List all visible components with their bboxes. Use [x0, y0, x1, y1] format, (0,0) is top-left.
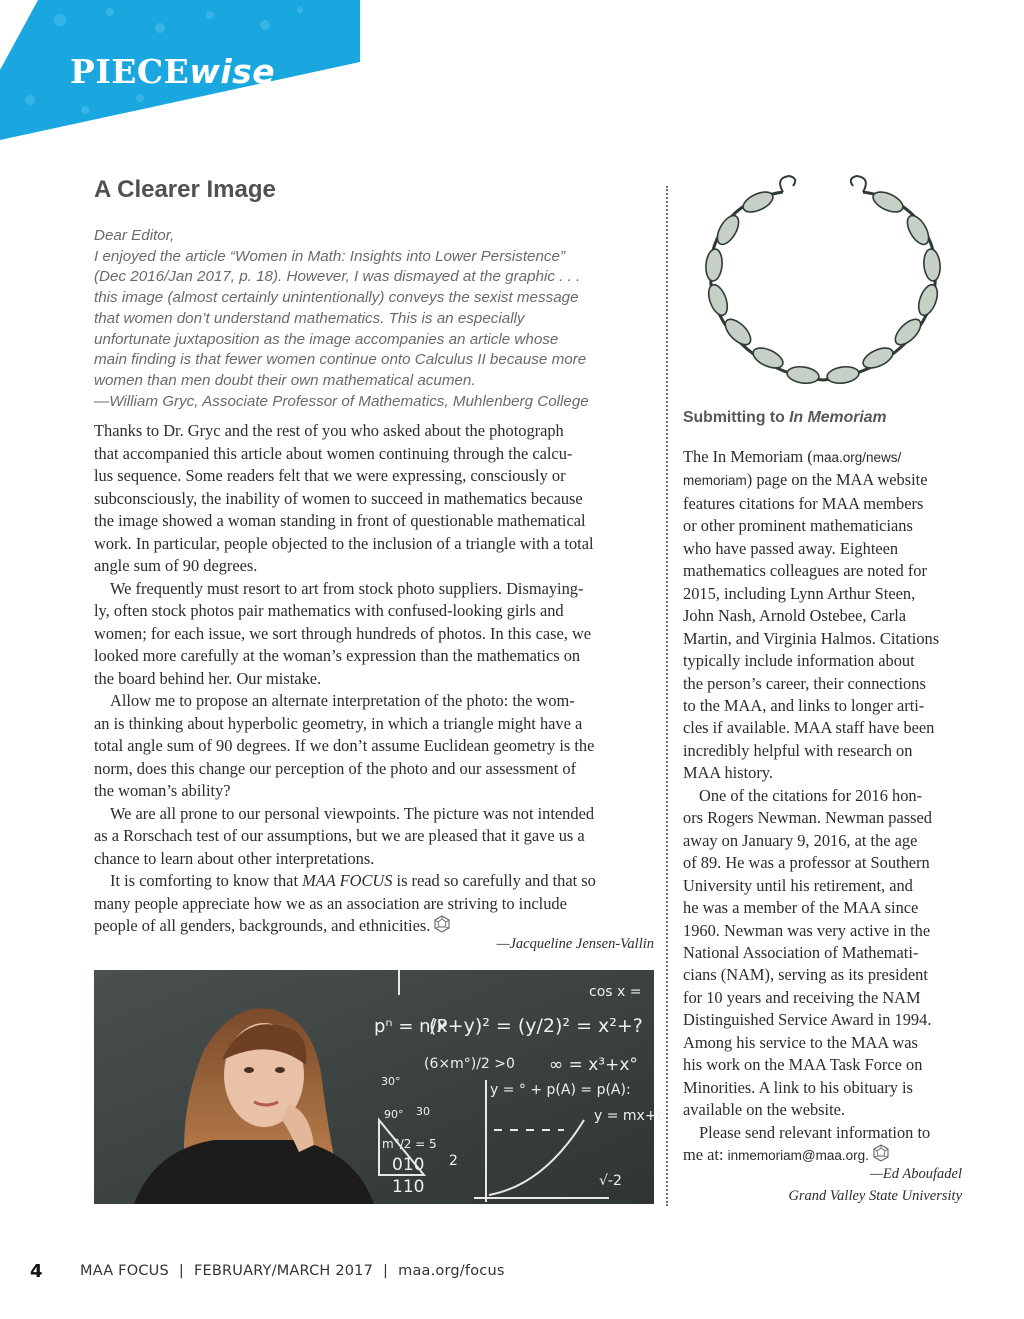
- chalk-ymxb: y = mx+b: [594, 1108, 666, 1124]
- chalk-deg30: 30°: [381, 1075, 401, 1088]
- reply-line: [94, 915, 660, 938]
- reply-line: We frequently must resort to art from stock photo suppliers. Dismaying-: [110, 578, 584, 598]
- memoriam-line: the person’s career, their connections: [683, 673, 926, 693]
- text-run: is read so carefully and that so: [392, 871, 596, 890]
- reply-line: subconsciously, the inability of women to succeed in mathematics because: [94, 488, 583, 508]
- reply-line: norm, does this change our perception of the photo and our assessment of: [94, 758, 577, 778]
- wreath-outline: [711, 192, 936, 380]
- email-link[interactable]: inmemoriam@maa.org.: [727, 1148, 869, 1164]
- reply-line: the image showed a woman standing in front of questionable mathematical: [94, 511, 586, 530]
- reply-line: women; for each issue, we sort through hundreds of photos. In this case, we: [94, 623, 592, 643]
- chalk-sqrt: √-2: [599, 1173, 622, 1189]
- memoriam-line: he was a member of the MAA since: [683, 898, 919, 918]
- memoriam-link[interactable]: maa.org/news/: [812, 450, 902, 465]
- memoriam-line: Minorities. A link to his obituary is: [683, 1077, 913, 1097]
- reply-line: many people appreciate how we as an association are striving to include: [94, 893, 567, 913]
- chalk-p: pⁿ = n/P: [374, 1016, 448, 1037]
- chalk-bin1: 010: [392, 1155, 425, 1175]
- running-footer: [80, 1263, 505, 1279]
- text-run: It is comforting to know that: [110, 871, 303, 890]
- sidebar-title: [683, 409, 887, 427]
- reply-line: Thanks to Dr. Gryc and the rest of you who asked about the photograph: [94, 421, 564, 440]
- letter-line: unfortunate juxtaposition as the image accompanies an article whose: [94, 330, 559, 348]
- chalk-eq1: (x+y)² = (y/2)² = x²+?: [429, 1015, 643, 1037]
- letter-line: main finding is that fewer women continue onto Calculus II because more: [94, 351, 587, 369]
- memoriam-line: National Association of Mathemati-: [683, 942, 919, 962]
- memoriam-line: of 89. He was a professor at Southern: [683, 853, 930, 873]
- memoriam-line: his work on the MAA Task Force on: [683, 1055, 923, 1075]
- column-divider: [666, 186, 668, 1206]
- memoriam-line: Please send relevant information to: [699, 1122, 931, 1142]
- memoriam-line: for 10 years and receiving the NAM: [683, 987, 921, 1007]
- text-run: ) page on the MAA website: [746, 470, 928, 490]
- memoriam-line: available on the website.: [683, 1100, 846, 1120]
- reply-line: [94, 870, 660, 893]
- chalk-bin2: 110: [392, 1177, 425, 1197]
- letter-line: women than men doubt their own mathematical acumen.: [94, 371, 476, 389]
- memoriam-line: One of the citations for 2016 hon-: [699, 785, 923, 805]
- memoriam-body: [683, 446, 968, 1168]
- wreath-leaves: [705, 188, 942, 385]
- memoriam-line: who have passed away. Eighteen: [683, 538, 899, 558]
- reply-line: angle sum of 90 degrees.: [94, 556, 258, 575]
- memoriam-line: Among his service to the MAA was: [683, 1032, 918, 1052]
- text-run: The In Memoriam (: [683, 447, 813, 466]
- memoriam-line: Martin, and Virginia Halmos. Citations: [683, 628, 940, 648]
- wreath-curls: [780, 176, 866, 192]
- reply-line: lus sequence. Some readers felt that we were expressing, consciously or: [94, 466, 566, 485]
- memoriam-line: to the MAA, and links to longer arti-: [683, 695, 925, 715]
- memoriam-line: MAA history.: [683, 763, 774, 783]
- letter-line: (Dec 2016/Jan 2017, p. 18). However, I was dismayed at the graphic . . .: [94, 268, 581, 286]
- reply-line: ly, often stock photos pair mathematics with confused-looking girls and: [94, 601, 564, 620]
- footer-separator: |: [178, 1263, 184, 1279]
- text-run: Submitting to: [683, 409, 790, 426]
- memoriam-line: away on January 9, 2016, at the age: [683, 830, 918, 850]
- article-photo: [94, 970, 666, 1204]
- reply-line: total angle sum of 90 degrees. If we don’t assume Euclidean geometry is the: [94, 736, 595, 755]
- memorial-wreath-illustration: [688, 170, 958, 395]
- memoriam-line: typically include information about: [683, 651, 915, 671]
- chalk-inf: ∞ = x³+x°: [549, 1055, 638, 1075]
- chalk-n2: 2: [449, 1153, 458, 1169]
- footer-separator: |: [383, 1263, 389, 1279]
- reply-line: that accompanied this article about women continuing through the calcu-: [94, 443, 573, 463]
- chalk-deg90: 90°: [384, 1108, 404, 1121]
- memoriam-line: 1960. Newman was very active in the: [683, 920, 931, 940]
- reply-line: looked more carefully at the woman’s expression than the mathematics on: [94, 646, 581, 665]
- footer-publication: MAA FOCUS: [80, 1263, 169, 1279]
- text-run: In Memoriam: [789, 409, 887, 426]
- memoriam-line: University until his retirement, and: [683, 875, 913, 895]
- end-mark-icon: [872, 1144, 890, 1162]
- letter-line: that women don’t understand mathematics. This is an especially: [94, 309, 525, 327]
- chalk-n30: 30: [416, 1105, 430, 1118]
- text-run: me at:: [683, 1145, 728, 1165]
- reply-line: the woman’s ability?: [94, 781, 231, 800]
- memoriam-line: 2015, including Lynn Arthur Steen,: [683, 583, 916, 603]
- memoriam-line: cles if available. MAA staff have been: [683, 718, 935, 738]
- chalk-cos: cos x =: [589, 984, 642, 1000]
- letter-line: this image (almost certainly unintentionally) conveys the sexist message: [94, 289, 579, 307]
- memoriam-line: incredibly helpful with research on: [683, 740, 913, 760]
- chalk-y: y = ° + p(A) = p(A):: [490, 1082, 631, 1098]
- brand-main: PIECE: [70, 52, 190, 91]
- reply-line: an is thinking about hyperbolic geometry, in which a triangle might have a: [94, 713, 583, 733]
- reply-line: Allow me to propose an alternate interpretation of the photo: the wom-: [110, 691, 575, 710]
- footer-url[interactable]: maa.org/focus: [398, 1263, 505, 1279]
- reply-line: as a Rorschach test of our assumptions, but we are pleased that it gave us a: [94, 826, 585, 845]
- memoriam-line: ors Rogers Newman. Newman passed: [683, 808, 932, 828]
- memoriam-line: [683, 469, 968, 492]
- memoriam-line: [683, 1144, 968, 1167]
- memoriam-line: cians (NAM), serving as its president: [683, 965, 928, 985]
- editor-reply: [94, 420, 660, 938]
- reader-letter: [94, 226, 654, 412]
- memoriam-line: [683, 446, 968, 469]
- memoriam-line: John Nash, Arnold Ostebee, Carla: [683, 606, 907, 626]
- section-brand: [70, 52, 275, 91]
- chalk-m: m°/2 = 5: [382, 1137, 437, 1151]
- footer-issue: FEBRUARY/MARCH 2017: [193, 1263, 374, 1279]
- text-run: people of all genders, backgrounds, and ethnicities.: [94, 916, 431, 935]
- reply-line: chance to learn about other interpretations.: [94, 848, 375, 868]
- letter-line: Dear Editor,: [94, 227, 175, 244]
- memoriam-line: or other prominent mathematicians: [683, 516, 913, 536]
- memoriam-signature-org: Grand Valley State University: [788, 1188, 962, 1204]
- reply-line: work. In particular, people objected to the inclusion of a triangle with a total: [94, 533, 594, 553]
- memoriam-line: Distinguished Service Award in 1994.: [683, 1010, 932, 1030]
- reply-line: the board behind her. Our mistake.: [94, 668, 322, 688]
- letter-signature: —William Gryc, Associate Professor of Mathematics, Muhlenberg College: [94, 392, 589, 410]
- article-title: A Clearer Image: [94, 176, 276, 203]
- letter-line: I enjoyed the article “Women in Math: Insights into Lower Persistence”: [94, 247, 566, 265]
- memoriam-line: mathematics colleagues are noted for: [683, 561, 927, 581]
- end-mark-icon: [433, 915, 451, 933]
- reply-signature: —Jacqueline Jensen-Vallin: [496, 936, 654, 952]
- memoriam-link[interactable]: memoriam: [683, 473, 747, 489]
- publication-name: MAA FOCUS: [302, 871, 393, 890]
- chalk-frac: (6×m°)/2 >0: [424, 1056, 515, 1072]
- memoriam-line: features citations for MAA members: [683, 493, 924, 513]
- memoriam-signature-name: —Ed Aboufadel: [870, 1166, 962, 1182]
- brand-italic: wise: [189, 52, 276, 91]
- page-number: 4: [30, 1261, 43, 1282]
- reply-line: We are all prone to our personal viewpoints. The picture was not intended: [110, 803, 595, 823]
